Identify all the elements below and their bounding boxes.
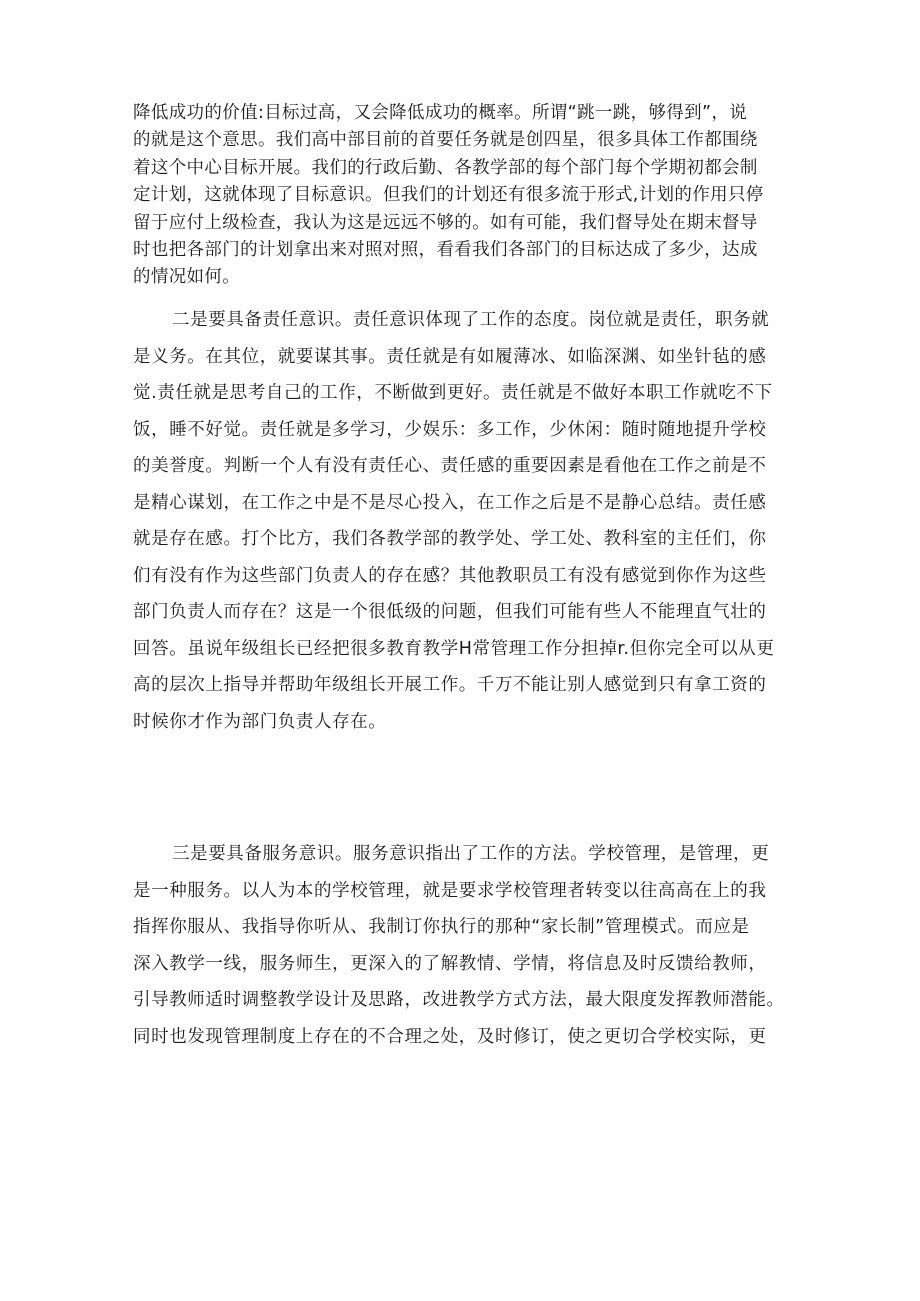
text-line: 着这个中心目标开展。我们的行政后勤、各教学部的每个部门每个学期初都会制 xyxy=(133,157,758,178)
text-line: 就是存在感。打个比方，我们各教学部的教学处、学工处、教科室的主任们，你 xyxy=(133,529,767,549)
text-line: 时候你才作为部门负责人存在。 xyxy=(133,711,387,732)
text-line: 同时也发现管理制度上存在的不合理之处，及时修订，使之更切合学校实际，更 xyxy=(133,1026,767,1047)
text-line: 回答。虽说年级组长已经把很多教育教学H常管理工作分担掉r.但你完全可以从更 xyxy=(133,638,775,659)
text-line: 高的层次上指导并帮助年级组长开展工作。千万不能让别人感觉到只有拿工资的 xyxy=(133,675,767,695)
text-line: 深入教学一线，服务师生，更深入的了解教情、学情，将信息及时反馈给教师， xyxy=(133,953,767,974)
text-line: 觉.责任就是思考自己的工作，不断做到更好。责任就是不做好本职工作就吃不下 xyxy=(133,383,773,403)
text-line: 的情况如何。 xyxy=(133,267,241,288)
paragraph-service-awareness xyxy=(133,836,793,1055)
text-line: 定计划，这就体现了目标意识。但我们的计划还有很多流于形式,计划的作用只停 xyxy=(133,185,764,206)
text-line: 是义务。在其位，就要谋其事。责任就是有如履薄冰、如临深渊、如坐针毡的感 xyxy=(133,346,767,367)
text-line: 二是要具备责任意识。责任意识体现了工作的态度。岗位就是责任，职务就 xyxy=(172,310,770,330)
paragraph-goal-awareness-continuation xyxy=(133,100,793,292)
text-line: 的就是这个意思。我们高中部目前的首要任务就是创四星，很多具体工作都围绕 xyxy=(133,130,758,151)
text-line: 是一种服务。以人为本的学校管理，就是要求学校管理者转变以往高高在上的我 xyxy=(133,880,767,901)
text-line: 们有没有作为这些部门负责人的存在感？其他教职员工有没有感觉到你作为这些 xyxy=(133,565,767,586)
text-line: 留于应付上级检查，我认为这是远远不够的。如有可能，我们督导处在期末督导 xyxy=(133,212,758,233)
text-line: 饭，睡不好觉。责任就是多学习，少娱乐：多工作，少休闲：随时随地提升学校 xyxy=(133,419,767,440)
text-line: 是精心谋划，在工作之中是不是尽心投入，在工作之后是不是静心总结。责任感 xyxy=(133,492,767,513)
text-line: 指挥你服从、我指导你听从、我制订你执行的那种“家长制”管理模式。而应是 xyxy=(133,917,750,937)
text-line: 引导教师适时调整教学设计及思路，改进教学方式方法，最大限度发挥教师潜能。 xyxy=(133,990,785,1010)
text-line: 的美誉度。判断一个人有没有责任心、责任感的重要因素是看他在工作之前是不 xyxy=(133,456,767,476)
text-line: 三是要具备服务意识。服务意识指出了工作的方法。学校管理，是管理，更 xyxy=(172,844,770,864)
text-line: 降低成功的价值:目标过高，又会降低成功的概率。所谓“跳一跳，够得到”，说 xyxy=(133,103,748,123)
paragraph-responsibility-awareness xyxy=(133,302,793,740)
text-line: 时也把各部门的计划拿出来对照对照，看看我们各部门的目标达成了多少，达成 xyxy=(133,240,758,261)
text-line: 部门负责人而存在？这是一个很低级的问题，但我们可能有些人不能理直气壮的 xyxy=(133,602,767,622)
